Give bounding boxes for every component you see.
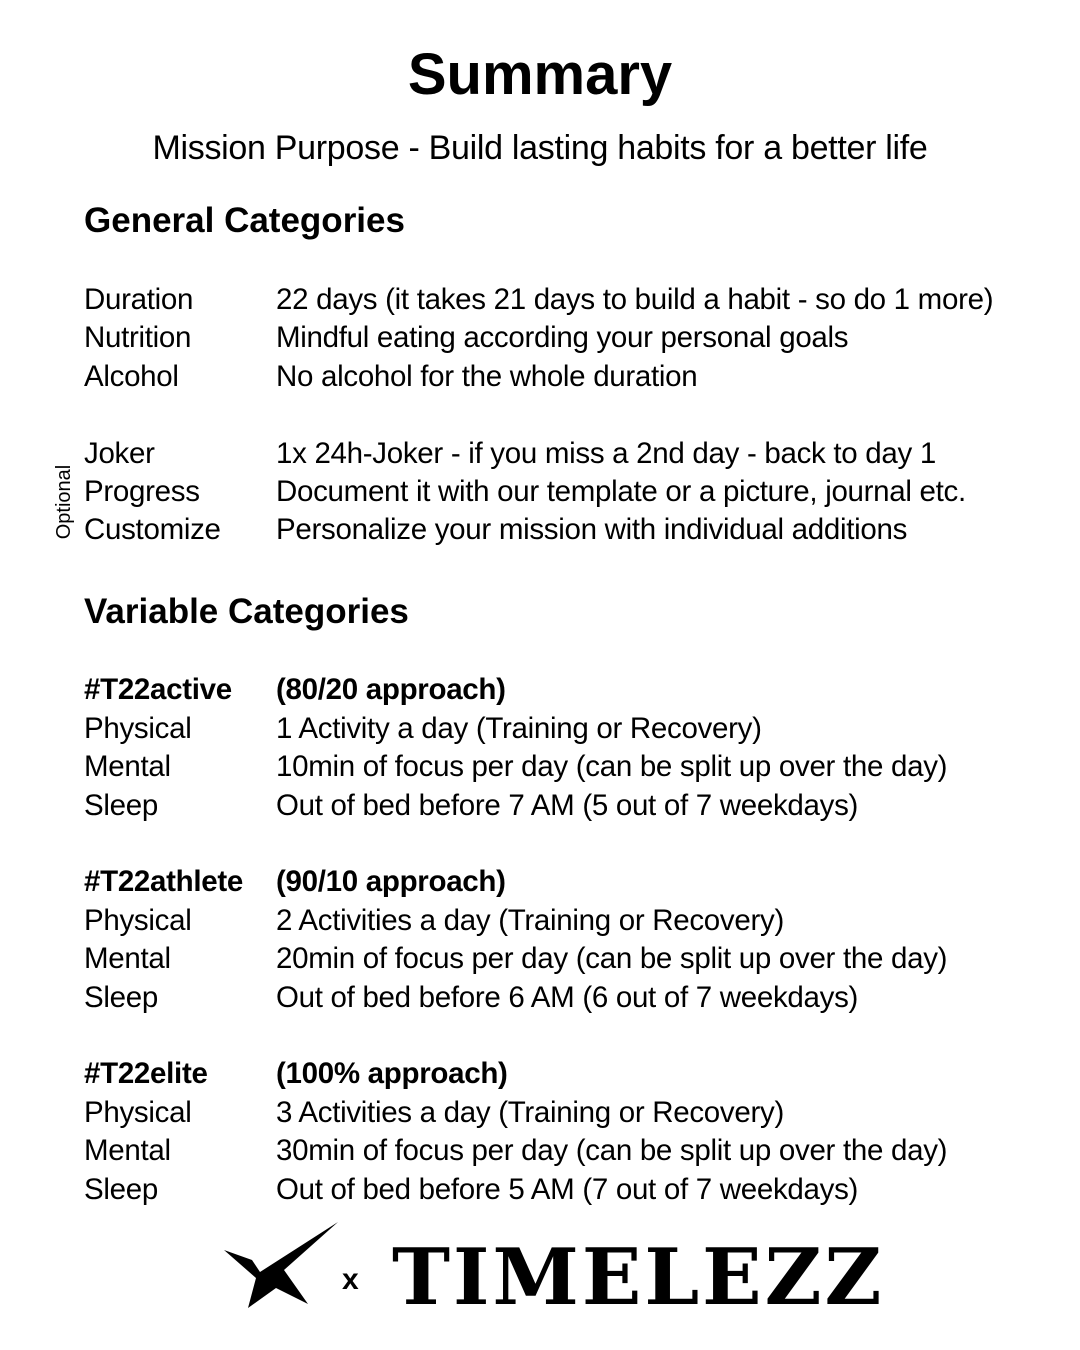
group-header-elite — [84, 1055, 1064, 1093]
check-bird-icon — [222, 1220, 342, 1312]
row-label: Mental — [84, 750, 171, 783]
row-label: Mental — [84, 942, 171, 975]
row-value: Out of bed before 5 AM (7 out of 7 weekdays) — [276, 1173, 859, 1206]
group-tag: #T22athlete — [84, 865, 244, 898]
row-value: Document it with our template or a picture, journal etc. — [276, 475, 966, 508]
elite-row-sleep — [84, 1171, 1064, 1209]
row-label: Mental — [84, 1134, 171, 1167]
row-label: Physical — [84, 904, 192, 937]
active-row-sleep — [84, 787, 1064, 825]
athlete-row-physical — [84, 902, 1064, 940]
row-value: Mindful eating according your personal goals — [276, 321, 849, 354]
mission-statement: Mission Purpose - Build lasting habits for a better life — [152, 129, 928, 167]
logo-separator: x — [342, 1263, 359, 1296]
row-value: 2 Activities a day (Training or Recovery) — [276, 904, 784, 937]
group-header-active — [84, 671, 1064, 709]
row-label: Alcohol — [84, 360, 179, 393]
athlete-row-mental — [84, 940, 1064, 978]
row-value: Personalize your mission with individual additions — [276, 513, 908, 546]
row-label: Sleep — [84, 1173, 158, 1206]
variable-categories-heading: Variable Categories — [84, 592, 409, 631]
group-tag: #T22elite — [84, 1057, 208, 1090]
optional-row-progress — [84, 473, 1064, 511]
active-row-mental — [84, 748, 1064, 786]
page-title: Summary — [407, 42, 673, 107]
row-value: No alcohol for the whole duration — [276, 360, 698, 393]
row-label: Customize — [84, 513, 221, 546]
elite-row-physical — [84, 1094, 1064, 1132]
group-approach: (80/20 approach) — [276, 673, 506, 706]
active-row-physical — [84, 710, 1064, 748]
row-label: Physical — [84, 1096, 192, 1129]
group-tag: #T22active — [84, 673, 232, 706]
row-label: Progress — [84, 475, 200, 508]
row-label: Physical — [84, 712, 192, 745]
athlete-row-sleep — [84, 979, 1064, 1017]
elite-row-mental — [84, 1132, 1064, 1170]
general-categories-heading: General Categories — [84, 201, 405, 240]
row-label: Sleep — [84, 981, 158, 1014]
row-value: 3 Activities a day (Training or Recovery) — [276, 1096, 784, 1129]
general-row-alcohol — [84, 358, 1064, 396]
optional-row-joker — [84, 435, 1064, 473]
row-label: Sleep — [84, 789, 158, 822]
row-value: 20min of focus per day (can be split up over the day) — [276, 942, 948, 975]
group-header-athlete — [84, 863, 1064, 901]
general-row-duration — [84, 281, 1064, 319]
row-value: 1x 24h-Joker - if you miss a 2nd day - back to day 1 — [276, 437, 936, 470]
optional-row-customize — [84, 511, 1064, 549]
row-value: Out of bed before 6 AM (6 out of 7 weekdays) — [276, 981, 859, 1014]
row-value: 1 Activity a day (Training or Recovery) — [276, 712, 762, 745]
row-value: 10min of focus per day (can be split up over the day) — [276, 750, 948, 783]
row-value: 30min of focus per day (can be split up over the day) — [276, 1134, 948, 1167]
row-label: Nutrition — [84, 321, 192, 354]
row-value: 22 days (it takes 21 days to build a habit - so do 1 more) — [276, 283, 994, 316]
row-label: Joker — [84, 437, 155, 470]
group-approach: (90/10 approach) — [276, 865, 506, 898]
brand-logo: TIMELEZZ — [392, 1232, 885, 1323]
general-row-nutrition — [84, 319, 1064, 357]
group-approach: (100% approach) — [276, 1057, 508, 1090]
row-label: Duration — [84, 283, 194, 316]
optional-label: Optional — [53, 464, 75, 540]
row-value: Out of bed before 7 AM (5 out of 7 weekdays) — [276, 789, 859, 822]
